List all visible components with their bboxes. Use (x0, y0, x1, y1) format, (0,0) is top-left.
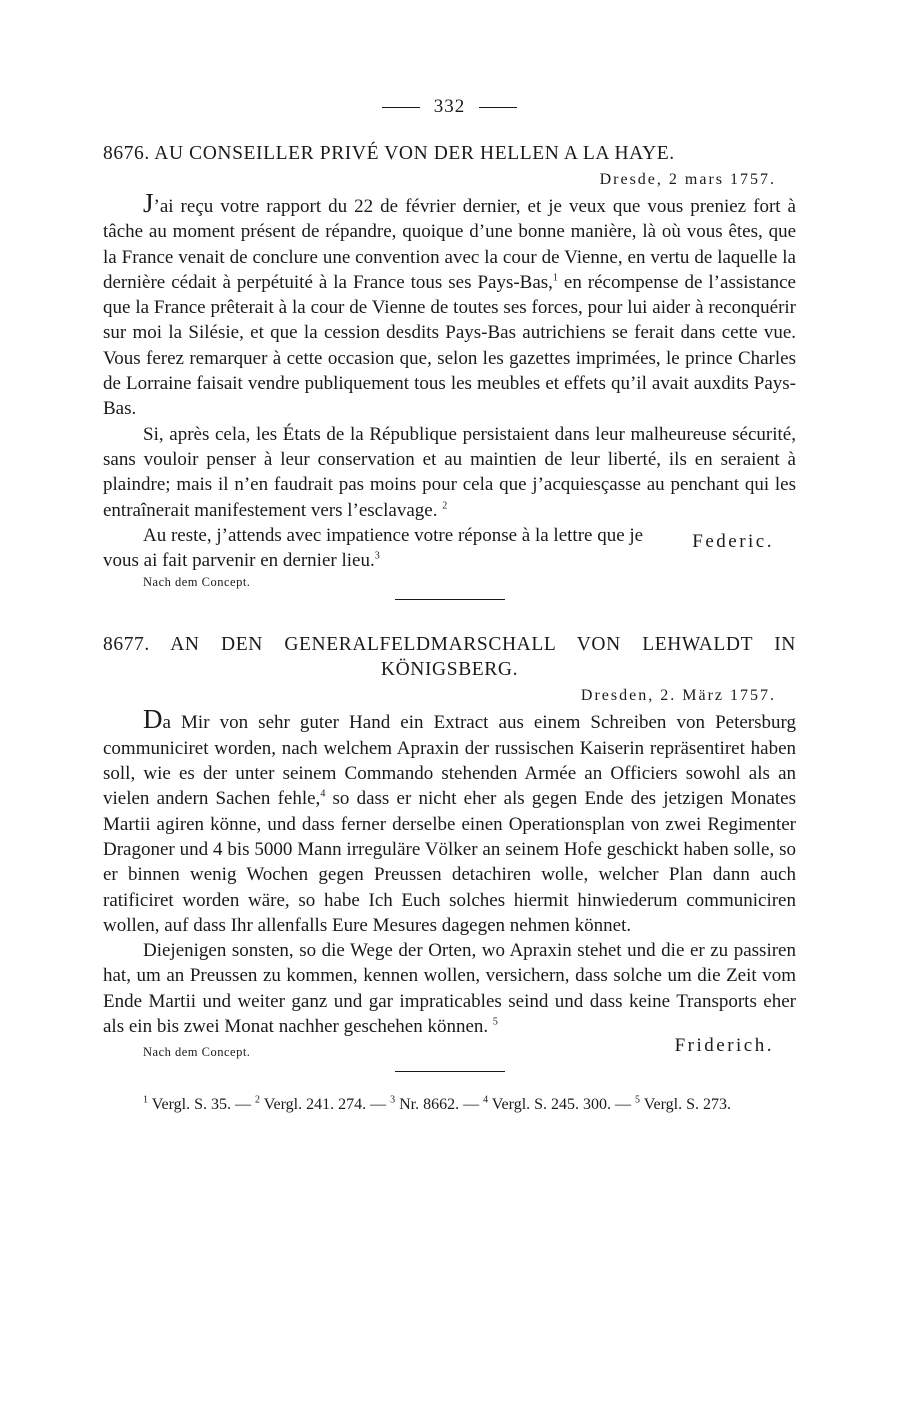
footnote-number: 5 (635, 1094, 641, 1106)
letter-8677 (103, 632, 796, 1061)
letter-dateline: Dresden, 2. März 1757. (580, 687, 776, 705)
signature: Friderich. (674, 1035, 774, 1057)
footnote-text: Vergl. S. 35. — (148, 1096, 255, 1114)
page-number-dash-right (479, 107, 517, 108)
paragraph-text: so dass er nicht eher als gegen Ende des jetzigen Monates Martii agiren könne, und dass ferner derselbe einen Operationsplan von zwei Regimenter Dragoner und 4 bis 5000 Mann irreguläre Völker an seinem Hofe geschickt haben solle, so er binnen wenig Wochen gegen Preussen detachiren wolle, welcher Plan dann auch ratificiret worden wäre, so habe Ich Euch solches hiermit hinwiederum communiciren wollen, auf dass Ihr allenfalls Eure Mesures dagegen nehmen könnet. (103, 788, 796, 936)
footnote-text: Vergl. S. 245. 300. — (488, 1096, 636, 1114)
drop-capital: J (143, 188, 154, 218)
footnote-marker: 3 (374, 550, 380, 562)
footnote-number: 3 (390, 1094, 396, 1106)
footnote-number: 1 (143, 1094, 148, 1106)
separator-rule (395, 1071, 505, 1072)
letter-heading: 8676. AU CONSEILLER PRIVÉ VON DER HELLEN A LA HAYE. (103, 143, 675, 164)
paragraph-text: Diejenigen sonsten, so die Wege der Orten, wo Apraxin stehet und die er zu passiren hat, um an Preussen zu kommen, kennen wollen, versichern, dass solche um die Zeit vom Ende Martii und weiter ganz und gar impraticables seind und dass keine Transports eher als ein bis zwei Monat nachher geschehen können. (103, 940, 796, 1038)
footnote-number: 2 (254, 1094, 260, 1106)
separator-rule (395, 599, 505, 600)
closing-block (103, 523, 796, 574)
source-note: Nach dem Concept. (143, 575, 251, 590)
paragraph-text: en récompense de l’assistance que la France prêterait à la cour de Vienne de toutes ses forces, pour lui aider à reconquérir sur moi la Silésie, et que la cession desdits Pays-Bas autrichiens se ferait dans cette vue. Vous ferez remarquer à cette occasion que, selon les gazettes imprimées, le prince Charles de Lorraine faisait vendre publiquement tous les meubles et effets qu’il avait auxdits Pays-Bas. (103, 271, 796, 420)
footnotes (103, 1094, 796, 1116)
letter-paragraph (103, 422, 796, 523)
signature: Federic. (692, 530, 774, 552)
paragraph-text: a Mir von sehr guter Hand ein Extract aus einem Schreiben von Petersburg communiciret worden, nach welchem Apraxin der russischen Kaiserin repräsentiret haben soll, wie es der unter seinem Commando stehenden Armée an Officiers sowohl als an vielen andern Sachen fehle, (103, 712, 796, 810)
letter-dateline: Dresde, 2 mars 1757. (599, 171, 776, 188)
document-page (103, 95, 796, 1116)
page-number-dash-left (382, 107, 420, 108)
footnote-text: Vergl. S. 273. (640, 1096, 732, 1114)
footnote-marker: 5 (492, 1016, 498, 1028)
page-number-line (103, 95, 796, 119)
letter-paragraph (103, 188, 796, 422)
paragraph-text: Au reste, j’attends avec impatience votre réponse à la lettre que je vous ai fait parvenir en dernier lieu. (103, 524, 644, 572)
page-number: 332 (433, 96, 466, 117)
paragraph-text: ’ai reçu votre rapport du 22 de février dernier, et je veux que vous preniez fort à tâche au moment présent de répandre, quoique d’une bonne manière, là où vous êtes, que la France venait de conclure une convention avec la cour de Vienne, en vertu de laquelle la dernière cédait à perpétuité à la France tous ses Pays-Bas, (103, 196, 796, 293)
footnote-number: 4 (483, 1094, 489, 1106)
source-note: Nach dem Concept. (143, 1045, 251, 1060)
footnote-marker: 1 (552, 272, 558, 284)
footnote-marker: 4 (320, 789, 326, 801)
letter-paragraph (103, 704, 796, 938)
footnote-text: Nr. 8662. — (395, 1096, 484, 1114)
letter-heading: 8677. AN DEN GENERALFELDMARSCHALL VON LEHWALDT IN KÖNIGSBERG. (103, 634, 796, 681)
letter-paragraph (103, 938, 796, 1039)
footnote-text: Vergl. 241. 274. — (259, 1096, 391, 1114)
footnote-marker: 2 (442, 500, 448, 512)
paragraph-text: Si, après cela, les États de la République persistaient dans leur malheureuse sécurité, sans vouloir penser à leur conservation et au maintien de leur liberté, ils en seraient à plaindre; mais il n’en faudrait pas moins pour cela que j’acquiesçasse au penchant qui les entraînerait manifestement vers l’esclavage. (103, 423, 796, 521)
drop-capital: D (143, 704, 163, 735)
letter-8676 (103, 141, 796, 591)
